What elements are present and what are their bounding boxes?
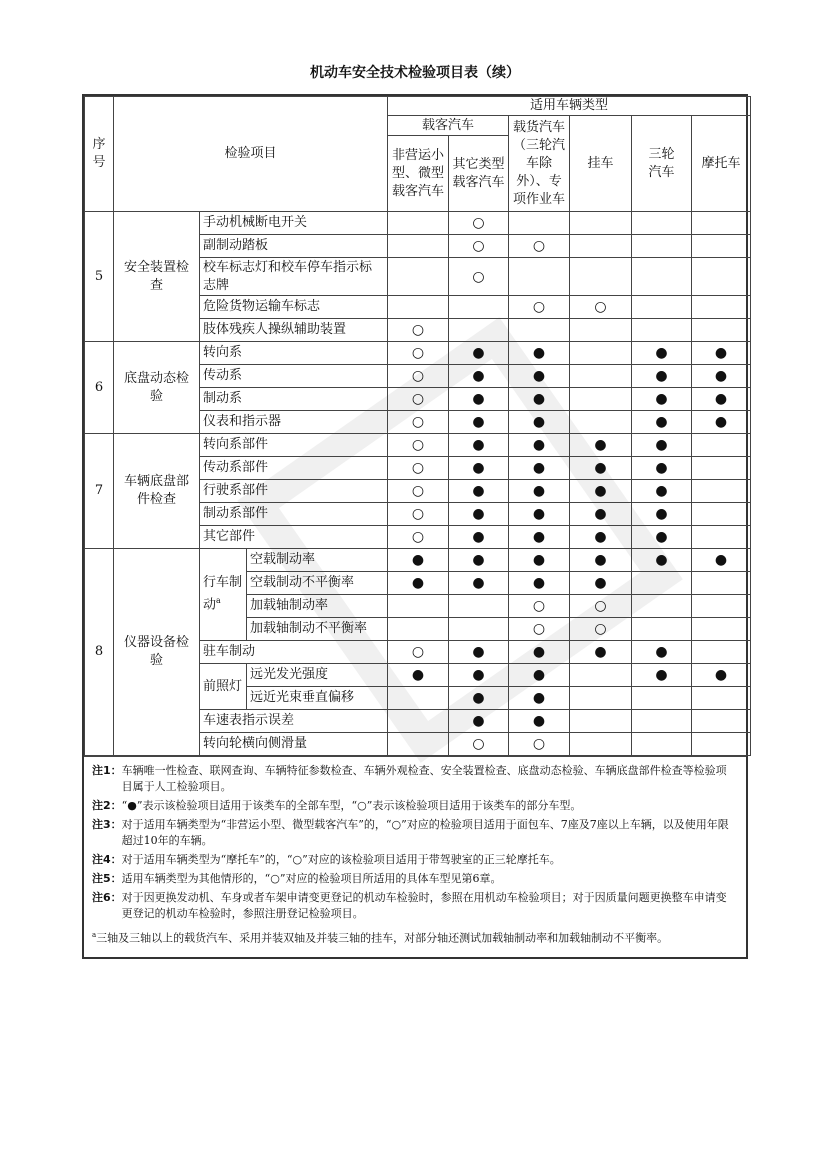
mark-full: ● — [388, 664, 449, 687]
mark-empty — [388, 710, 449, 733]
mark-full: ● — [509, 664, 570, 687]
mark-full: ● — [632, 365, 692, 388]
mark-full: ● — [449, 641, 509, 664]
mark-partial: ○ — [449, 733, 509, 756]
mark-empty — [388, 258, 449, 296]
mark-empty — [692, 595, 751, 618]
mark-empty — [388, 733, 449, 756]
mark-empty — [449, 595, 509, 618]
item-name: 车速表指示误差 — [200, 710, 388, 733]
mark-full: ● — [570, 503, 632, 526]
header-seq: 序号 — [85, 97, 114, 212]
item-name: 空载制动率 — [247, 549, 388, 572]
mark-partial: ○ — [449, 235, 509, 258]
mark-empty — [692, 258, 751, 296]
mark-empty — [692, 319, 751, 342]
mark-empty — [632, 235, 692, 258]
note-label: 注2： — [92, 799, 122, 812]
header-col-truck: 载货汽车（三轮汽车除外）、专项作业车 — [509, 116, 570, 212]
mark-full: ● — [449, 457, 509, 480]
mark-full: ● — [449, 526, 509, 549]
mark-partial: ○ — [388, 434, 449, 457]
item-name: 远近光束垂直偏移 — [247, 687, 388, 710]
item-name: 空载制动不平衡率 — [247, 572, 388, 595]
item-name: 副制动踏板 — [200, 235, 388, 258]
header-col-tricycle: 三轮汽车 — [632, 116, 692, 212]
mark-full: ● — [570, 641, 632, 664]
mark-empty — [692, 641, 751, 664]
mark-empty — [570, 388, 632, 411]
mark-empty — [570, 411, 632, 434]
group-number: 7 — [85, 434, 114, 549]
mark-partial: ○ — [509, 618, 570, 641]
header-col-motorcycle: 摩托车 — [692, 116, 751, 212]
mark-full: ● — [570, 480, 632, 503]
mark-full: ● — [692, 388, 751, 411]
mark-empty — [388, 595, 449, 618]
mark-full: ● — [570, 526, 632, 549]
item-name: 制动系部件 — [200, 503, 388, 526]
item-name: 加载轴制动不平衡率 — [247, 618, 388, 641]
table-body — [85, 212, 751, 756]
mark-full: ● — [509, 434, 570, 457]
mark-full: ● — [388, 572, 449, 595]
table-row — [85, 549, 751, 572]
mark-full: ● — [509, 388, 570, 411]
mark-empty — [632, 595, 692, 618]
header-item: 检验项目 — [114, 97, 388, 212]
mark-full: ● — [632, 664, 692, 687]
footnote-ref: a — [216, 596, 221, 606]
item-name: 手动机械断电开关 — [200, 212, 388, 235]
note-1 — [92, 763, 736, 795]
mark-empty — [692, 526, 751, 549]
item-name: 传动系部件 — [200, 457, 388, 480]
note-text: 对于因更换发动机、车身或者车架申请变更登记的机动车检验时，参照在用机动车检验项目；对于因质量问题更换整车申请变更登记的机动车检验时，参照注册登记检验项目。 — [121, 891, 727, 920]
group-number: 8 — [85, 549, 114, 756]
item-name: 危险货物运输车标志 — [200, 296, 388, 319]
group-name: 底盘动态检验 — [114, 342, 200, 434]
note-label: 注6： — [92, 891, 122, 904]
group-number: 6 — [85, 342, 114, 434]
mark-full: ● — [632, 480, 692, 503]
mark-full: ● — [570, 434, 632, 457]
mark-full: ● — [632, 434, 692, 457]
mark-empty — [509, 212, 570, 235]
group-name: 仪器设备检验 — [114, 549, 200, 756]
item-name: 制动系 — [200, 388, 388, 411]
mark-empty — [570, 710, 632, 733]
header-col-other-passenger: 其它类型载客汽车 — [449, 136, 509, 212]
note-text: 对于适用车辆类型为“摩托车”的，“○”对应的该检验项目适用于带驾驶室的正三轮摩托车。 — [121, 853, 561, 866]
mark-partial: ○ — [509, 733, 570, 756]
note-2 — [92, 798, 736, 814]
notes-section — [84, 756, 746, 957]
mark-empty — [570, 258, 632, 296]
mark-full: ● — [449, 503, 509, 526]
mark-partial: ○ — [509, 595, 570, 618]
inspection-table — [84, 96, 751, 756]
mark-empty — [509, 258, 570, 296]
mark-empty — [632, 319, 692, 342]
table-row — [85, 434, 751, 457]
mark-full: ● — [509, 687, 570, 710]
mark-partial: ○ — [388, 641, 449, 664]
mark-full: ● — [632, 641, 692, 664]
mark-empty — [570, 687, 632, 710]
mark-full: ● — [692, 664, 751, 687]
mark-empty — [388, 296, 449, 319]
mark-partial: ○ — [388, 319, 449, 342]
inspection-table-frame — [82, 94, 748, 959]
note-4 — [92, 852, 736, 868]
mark-full: ● — [509, 710, 570, 733]
mark-full: ● — [388, 549, 449, 572]
mark-full: ● — [692, 342, 751, 365]
note-3 — [92, 817, 736, 849]
mark-partial: ○ — [449, 258, 509, 296]
mark-partial: ○ — [388, 457, 449, 480]
mark-empty — [692, 733, 751, 756]
mark-empty — [570, 365, 632, 388]
note-5 — [92, 871, 736, 887]
mark-full: ● — [570, 572, 632, 595]
mark-full: ● — [632, 457, 692, 480]
footnote-marker: a — [92, 931, 97, 939]
mark-empty — [449, 618, 509, 641]
mark-full: ● — [632, 388, 692, 411]
mark-empty — [632, 710, 692, 733]
header-applicable: 适用车辆类型 — [388, 97, 751, 116]
mark-full: ● — [509, 549, 570, 572]
item-name: 驻车制动 — [200, 641, 388, 664]
header-col-trailer: 挂车 — [570, 116, 632, 212]
mark-empty — [692, 572, 751, 595]
mark-full: ● — [632, 526, 692, 549]
mark-full: ● — [449, 710, 509, 733]
mark-full: ● — [449, 664, 509, 687]
item-name: 转向轮横向侧滑量 — [200, 733, 388, 756]
group-name: 车辆底盘部件检查 — [114, 434, 200, 549]
mark-empty — [570, 212, 632, 235]
mark-full: ● — [570, 549, 632, 572]
mark-full: ● — [509, 480, 570, 503]
mark-full: ● — [632, 549, 692, 572]
mark-full: ● — [509, 457, 570, 480]
mark-full: ● — [449, 480, 509, 503]
mark-full: ● — [449, 388, 509, 411]
mark-empty — [570, 664, 632, 687]
sub-group-label: 前照灯 — [200, 664, 247, 710]
mark-empty — [692, 235, 751, 258]
note-text: 车辆唯一性检查、联网查询、车辆特征参数检查、车辆外观检查、安全装置检查、底盘动态检验、车辆底盘部件检查等检验项目属于人工检验项目。 — [121, 764, 727, 793]
item-name: 转向系 — [200, 342, 388, 365]
mark-full: ● — [509, 641, 570, 664]
mark-empty — [449, 319, 509, 342]
mark-full: ● — [509, 572, 570, 595]
mark-partial: ○ — [388, 526, 449, 549]
item-name: 加载轴制动率 — [247, 595, 388, 618]
mark-partial: ○ — [570, 618, 632, 641]
item-name: 远光发光强度 — [247, 664, 388, 687]
note-label: 注3： — [92, 818, 122, 831]
footnote-text: 三轴及三轴以上的载货汽车、采用并装双轴及并装三轴的挂车，对部分轴还测试加载轴制动率和加载轴制动不平衡率。 — [96, 931, 669, 945]
item-name: 肢体残疾人操纵辅助装置 — [200, 319, 388, 342]
note-text: 适用车辆类型为其他情形的，“○”对应的检验项目所适用的具体车型见第6章。 — [121, 872, 502, 885]
mark-empty — [570, 235, 632, 258]
mark-partial: ○ — [509, 296, 570, 319]
group-name: 安全装置检查 — [114, 212, 200, 342]
mark-full: ● — [509, 503, 570, 526]
mark-full: ● — [692, 549, 751, 572]
mark-full: ● — [449, 434, 509, 457]
mark-partial: ○ — [570, 296, 632, 319]
mark-partial: ○ — [509, 235, 570, 258]
mark-full: ● — [449, 365, 509, 388]
mark-empty — [632, 258, 692, 296]
mark-full: ● — [449, 549, 509, 572]
note-label: 注1： — [92, 764, 122, 777]
item-name: 行驶系部件 — [200, 480, 388, 503]
mark-empty — [692, 687, 751, 710]
note-6 — [92, 890, 736, 922]
sub-group-label: 行车制动$^a$ — [200, 549, 247, 641]
mark-full: ● — [692, 365, 751, 388]
mark-empty — [632, 572, 692, 595]
mark-full: ● — [692, 411, 751, 434]
mark-full: ● — [449, 687, 509, 710]
item-name: 传动系 — [200, 365, 388, 388]
mark-empty — [692, 618, 751, 641]
mark-empty — [692, 457, 751, 480]
note-text: “●”表示该检验项目适用于该类车的全部车型，“○”表示该检验项目适用于该类车的部分车型。 — [121, 799, 582, 812]
note-label: 注4： — [92, 853, 122, 866]
mark-empty — [388, 235, 449, 258]
mark-partial: ○ — [388, 480, 449, 503]
mark-empty — [632, 296, 692, 319]
mark-empty — [692, 503, 751, 526]
mark-full: ● — [449, 342, 509, 365]
note-text: 对于适用车辆类型为“非营运小型、微型载客汽车”的，“○”对应的检验项目适用于面包车、7座及7座以上车辆，以及使用年限超过10年的车辆。 — [121, 818, 729, 847]
table-row — [85, 212, 751, 235]
mark-partial: ○ — [388, 503, 449, 526]
page-title: 机动车安全技术检验项目表（续） — [310, 65, 520, 81]
mark-full: ● — [632, 342, 692, 365]
mark-empty — [692, 480, 751, 503]
mark-full: ● — [509, 365, 570, 388]
mark-partial: ○ — [388, 411, 449, 434]
mark-empty — [692, 434, 751, 457]
mark-partial: ○ — [449, 212, 509, 235]
mark-empty — [632, 212, 692, 235]
header-passenger: 载客汽车 — [388, 116, 509, 136]
mark-empty — [388, 687, 449, 710]
mark-full: ● — [509, 342, 570, 365]
header-col-private-small: 非营运小型、微型载客汽车 — [388, 136, 449, 212]
mark-full: ● — [632, 411, 692, 434]
item-name: 校车标志灯和校车停车指示标志牌 — [200, 258, 388, 296]
mark-partial: ○ — [570, 595, 632, 618]
mark-empty — [570, 342, 632, 365]
mark-full: ● — [570, 457, 632, 480]
mark-empty — [570, 319, 632, 342]
mark-empty — [692, 212, 751, 235]
note-label: 注5： — [92, 872, 122, 885]
mark-partial: ○ — [388, 365, 449, 388]
mark-empty — [692, 296, 751, 319]
item-name: 仪表和指示器 — [200, 411, 388, 434]
item-name: 其它部件 — [200, 526, 388, 549]
mark-partial: ○ — [388, 388, 449, 411]
item-name: 转向系部件 — [200, 434, 388, 457]
mark-full: ● — [449, 411, 509, 434]
mark-empty — [509, 319, 570, 342]
mark-empty — [388, 618, 449, 641]
mark-empty — [632, 618, 692, 641]
mark-partial: ○ — [388, 342, 449, 365]
group-number: 5 — [85, 212, 114, 342]
footnote — [92, 925, 736, 949]
mark-full: ● — [632, 503, 692, 526]
mark-empty — [692, 710, 751, 733]
mark-empty — [449, 296, 509, 319]
mark-full: ● — [449, 572, 509, 595]
mark-full: ● — [509, 411, 570, 434]
mark-empty — [632, 733, 692, 756]
mark-empty — [570, 733, 632, 756]
mark-full: ● — [509, 526, 570, 549]
mark-empty — [632, 687, 692, 710]
table-row — [85, 342, 751, 365]
mark-empty — [388, 212, 449, 235]
